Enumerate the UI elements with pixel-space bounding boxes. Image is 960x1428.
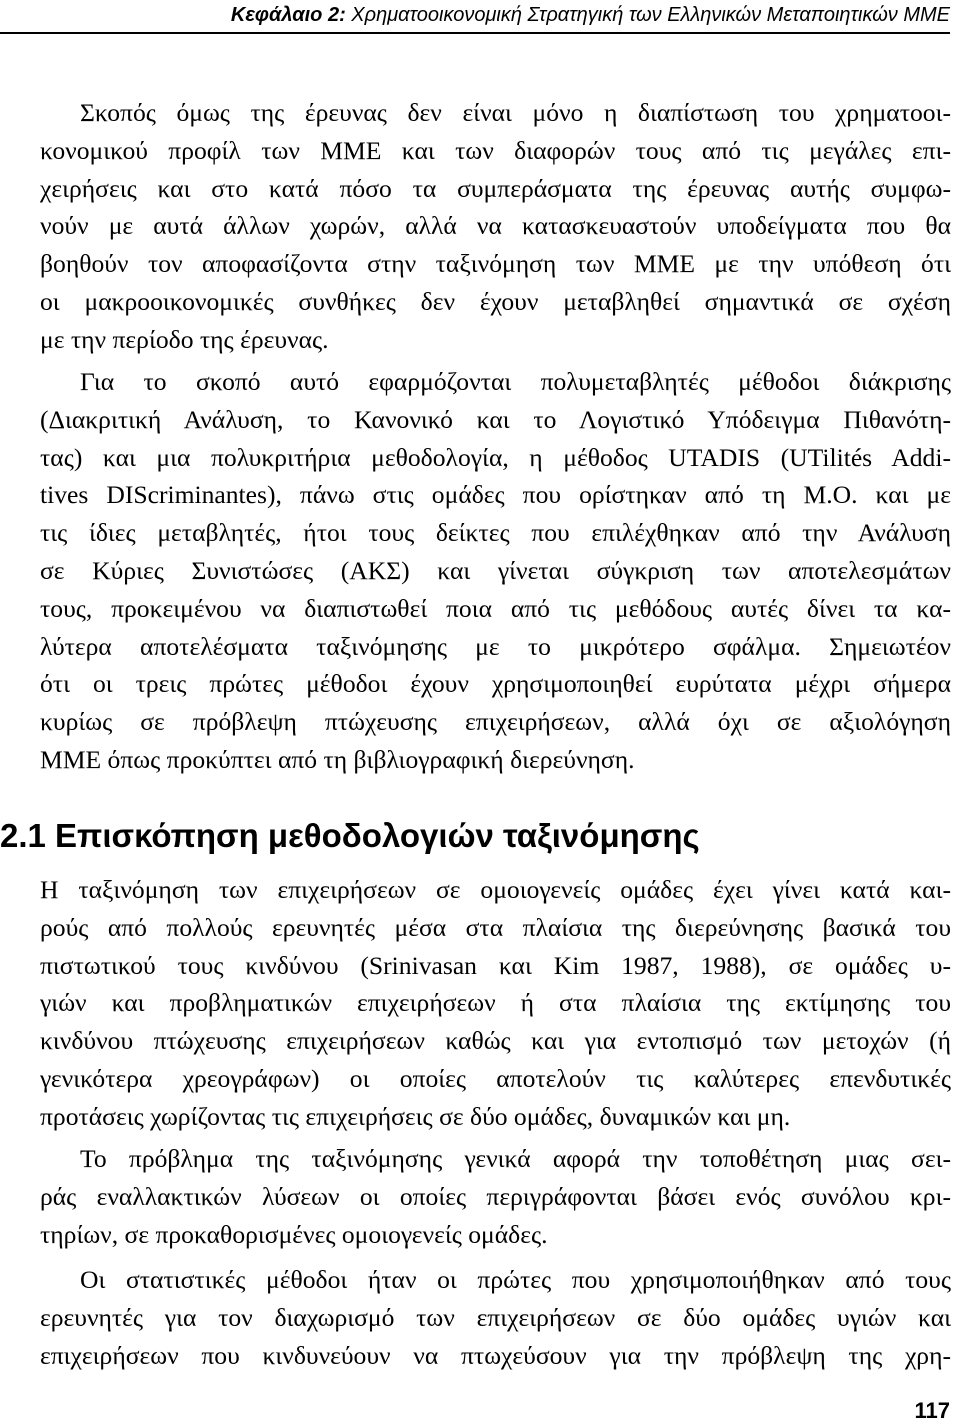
text-line: χειρήσεις και στο κατά πόσο τα συμπεράσματα της έρευνας αυτής συμφω- [40, 173, 951, 203]
text-line: προτάσεις χωρίζοντας τις επιχειρήσεις σε δύο ομάδες, δυναμικών και μη. [40, 1101, 791, 1131]
page-number: 117 [914, 1398, 950, 1423]
text-line: ΜΜΕ όπως προκύπτει από τη βιβλιογραφική διερεύνηση. [40, 744, 635, 774]
text-line: τηρίων, σε προκαθορισμένες ομοιογενείς ομάδες. [40, 1219, 548, 1249]
text-line: tives DIScriminantes), πάνω στις ομάδες που ορίστηκαν από τη Μ.Ο. και με [40, 480, 951, 510]
text-line: ράς εναλλακτικών λύσεων οι οποίες περιγράφονται βάσει ενός συνόλου κρι- [40, 1181, 951, 1211]
text-line: κινδύνου πτώχευσης επιχειρήσεων καθώς και για εντοπισμό των μετοχών (ή [40, 1026, 951, 1056]
paragraph-3 [40, 871, 951, 1136]
running-header [0, 0, 950, 34]
text-line: (Διακριτική Ανάλυση, το Κανονικό και το Λογιστικό Υπόδειγμα Πιθανότη- [40, 404, 951, 434]
paragraph-1 [40, 94, 951, 359]
text-line: επιχειρήσεων που κινδυνεύουν να πτωχεύσουν για την πρόβλεψη της χρη- [40, 1340, 951, 1370]
text-line: λύτερα αποτελέσματα ταξινόμησης με το μικρότερο σφάλμα. Σημειωτέον [40, 631, 951, 661]
text-line: πιστωτικού τους κινδύνου (Srinivasan και Kim 1987, 1988), σε ομάδες υ- [40, 950, 951, 980]
text-line: τους, προκειμένου να διαπιστωθεί ποια από τις μεθόδους αυτές δίνει τα κα- [40, 593, 951, 623]
paragraph-2 [40, 363, 951, 779]
text-line: Το πρόβλημα της ταξινόμησης γενικά αφορά την τοποθέτηση μιας σει- [80, 1144, 951, 1173]
text-line: κονομικού προφίλ των ΜΜΕ και των διαφορών τους από τις μεγάλες επι- [40, 135, 951, 165]
text-line: ερευνητές για τον διαχωρισμό των επιχειρήσεων σε δύο ομάδες υγιών και [40, 1302, 951, 1332]
text-line: βοηθούν τον αποφασίζοντα στην ταξινόμηση των ΜΜΕ με την υπόθεση ότι [40, 249, 951, 279]
text-line: τις ίδιες μεταβλητές, ήτοι τους δείκτες που επιλέχθηκαν από την Ανάλυση [40, 518, 951, 548]
section-heading: 2.1 Επισκόπηση μεθοδολογιών ταξινόμησης [0, 817, 700, 854]
text-line: Οι στατιστικές μέθοδοι ήταν οι πρώτες που χρησιμοποιήθηκαν από τους [80, 1265, 951, 1294]
text-line: κυρίως σε πρόβλεψη πτώχευσης επιχειρήσεων, αλλά όχι σε αξιολόγηση [40, 707, 951, 737]
text-line: Σκοπός όμως της έρευνας δεν είναι μόνο η διαπίστωση του χρηματοοι- [80, 98, 951, 127]
text-line: γιών και προβληματικών επιχειρήσεων ή στα πλαίσια της εκτίμησης του [40, 988, 951, 1018]
text-line: νούν με αυτά άλλων χωρών, αλλά να κατασκευαστούν υποδείγματα που θα [40, 211, 951, 241]
text-line: τας) και μια πολυκριτήρια μεθοδολογία, η μέθοδος UTADIS (UTilités Addi- [40, 442, 951, 472]
text-line: με την περίοδο της έρευνας. [40, 324, 329, 354]
text-line: σε Κύριες Συνιστώσες (ΑΚΣ) και γίνεται σύγκριση των αποτελεσμάτων [40, 555, 951, 585]
text-line: οι μακροοικονομικές συνθήκες δεν έχουν μεταβληθεί σημαντικά σε σχέση [40, 286, 951, 316]
text-line: Η ταξινόμηση των επιχειρήσεων σε ομοιογενείς ομάδες έχει γίνει κατά και- [40, 875, 951, 904]
text-line: ότι οι τρεις πρώτες μέθοδοι έχουν χρησιμοποιηθεί ευρύτατα μέχρι σήμερα [40, 669, 951, 699]
chapter-title: Χρηματοοικονομική Στρατηγική των Ελληνικών Μεταποιητικών ΜΜΕ [351, 4, 950, 26]
paragraph-4 [40, 1140, 951, 1253]
paragraph-5 [40, 1261, 951, 1374]
text-line: Για το σκοπό αυτό εφαρμόζονται πολυμεταβλητές μέθοδοι διάκρισης [80, 367, 951, 396]
text-line: ρούς από πολλούς ερευνητές μέσα στα πλαίσια της διερεύνησης βασικά του [40, 912, 951, 942]
text-line: γενικότερα χρεογράφων) οι οποίες αποτελούν τις καλύτερες επενδυτικές [40, 1063, 951, 1093]
chapter-label: Κεφάλαιο 2: [230, 4, 346, 26]
